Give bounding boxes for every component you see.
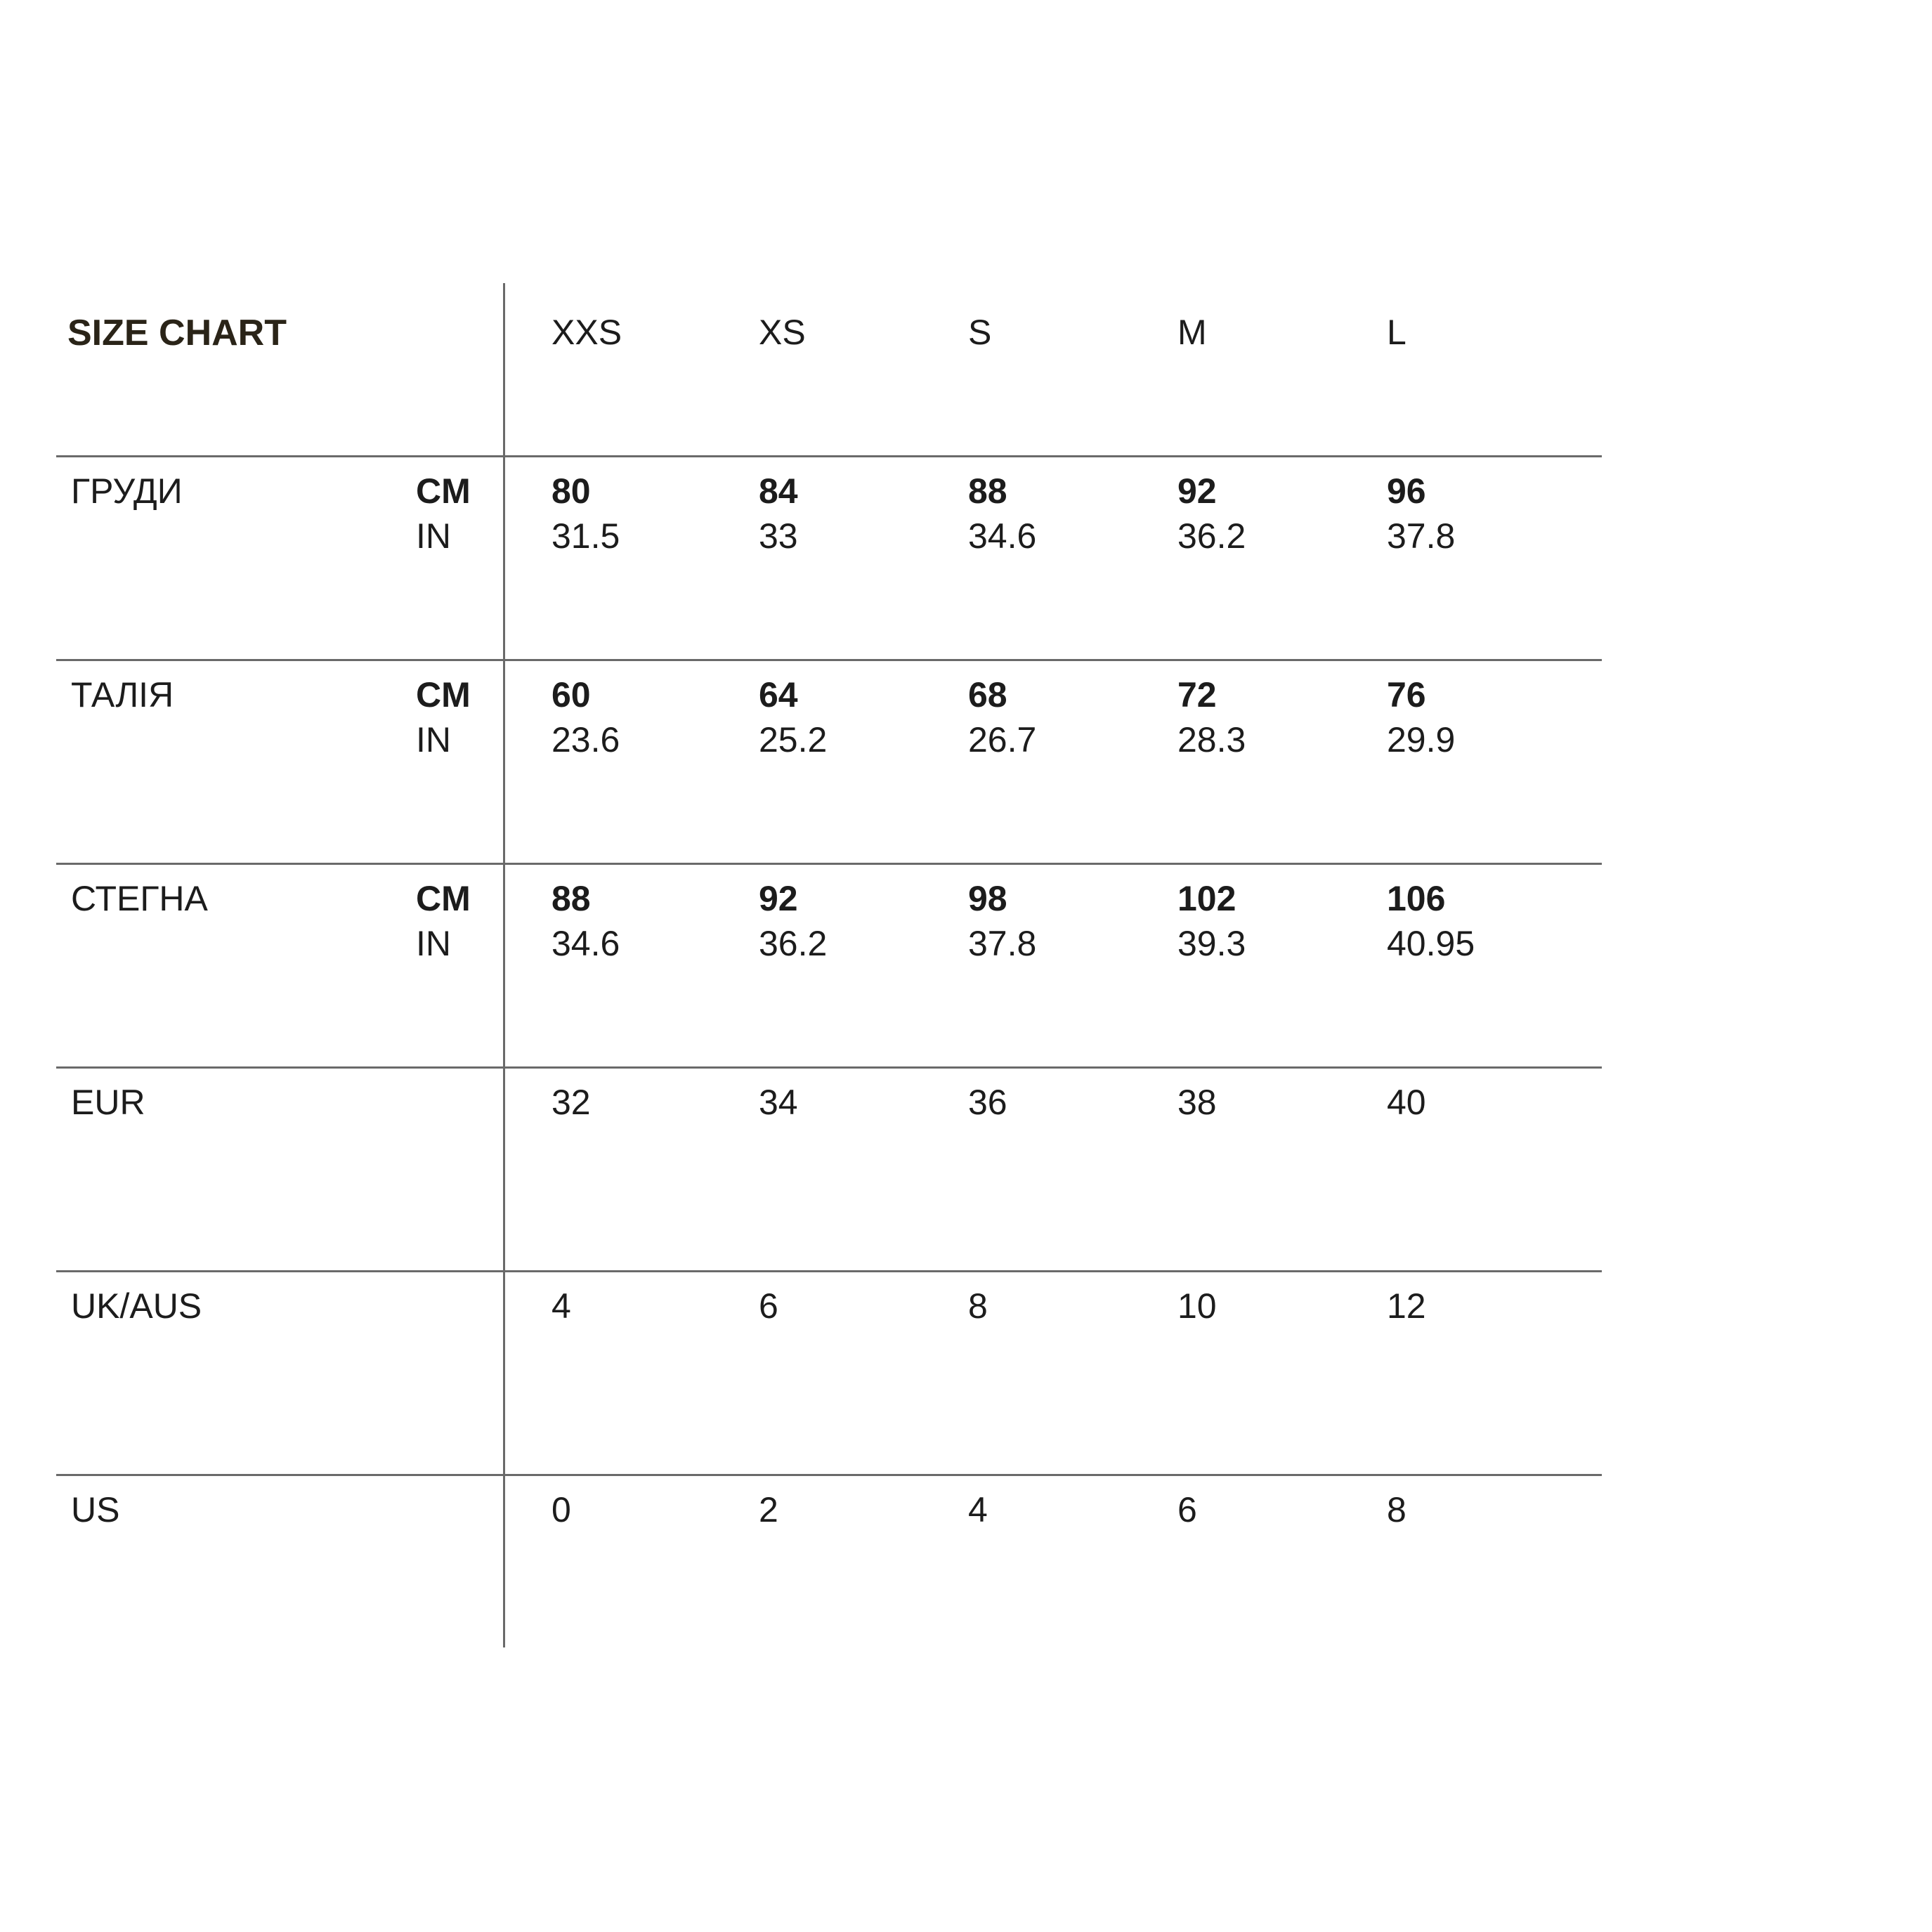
cell-cm-value: 76	[1387, 675, 1426, 714]
cell-cm-value: 88	[551, 879, 591, 918]
column-divider	[503, 283, 505, 1647]
cell-value: 12	[1387, 1286, 1426, 1326]
cell-in-value: 25.2	[759, 720, 828, 759]
cell-in-value: 37.8	[968, 924, 1037, 963]
cell-in-value: 31.5	[551, 516, 620, 556]
cell-cm-value: 92	[759, 879, 798, 918]
row-label: US	[71, 1490, 120, 1529]
cell-in-value: 40.95	[1387, 924, 1475, 963]
cell-cm-value: 102	[1177, 879, 1236, 918]
cell-cm-value: 64	[759, 675, 798, 714]
cell-cm-value: 60	[551, 675, 591, 714]
size-header-xxs: XXS	[551, 313, 622, 352]
cell-in-value: 29.9	[1387, 720, 1456, 759]
cell-value: 6	[1177, 1490, 1197, 1529]
row-separator	[56, 863, 1602, 865]
cell-value: 0	[551, 1490, 571, 1529]
cell-in-value: 39.3	[1177, 924, 1246, 963]
cell-value: 40	[1387, 1083, 1426, 1122]
row-separator	[56, 659, 1602, 661]
cell-value: 36	[968, 1083, 1007, 1122]
size-header-m: M	[1177, 313, 1207, 352]
cell-cm-value: 98	[968, 879, 1007, 918]
cell-cm-value: 106	[1387, 879, 1446, 918]
unit-cm-label: CM	[416, 471, 471, 511]
cell-in-value: 36.2	[1177, 516, 1246, 556]
cell-in-value: 37.8	[1387, 516, 1456, 556]
row-label: EUR	[71, 1083, 145, 1122]
cell-in-value: 26.7	[968, 720, 1037, 759]
cell-cm-value: 80	[551, 471, 591, 511]
unit-in-label: IN	[416, 516, 451, 556]
cell-value: 38	[1177, 1083, 1217, 1122]
row-separator	[56, 1474, 1602, 1476]
cell-value: 8	[968, 1286, 988, 1326]
cell-cm-value: 72	[1177, 675, 1217, 714]
row-separator	[56, 1270, 1602, 1272]
row-label: ГРУДИ	[71, 471, 183, 511]
cell-in-value: 23.6	[551, 720, 620, 759]
unit-cm-label: CM	[416, 675, 471, 714]
size-header-l: L	[1387, 313, 1406, 352]
row-label: ТАЛІЯ	[71, 675, 174, 714]
cell-cm-value: 84	[759, 471, 798, 511]
row-separator	[56, 1066, 1602, 1069]
cell-value: 4	[968, 1490, 988, 1529]
row-label: UK/AUS	[71, 1286, 202, 1326]
row-label: СТЕГНА	[71, 879, 208, 918]
cell-in-value: 33	[759, 516, 798, 556]
chart-title: SIZE CHART	[67, 313, 287, 353]
cell-value: 4	[551, 1286, 571, 1326]
cell-value: 34	[759, 1083, 798, 1122]
cell-in-value: 36.2	[759, 924, 828, 963]
cell-cm-value: 88	[968, 471, 1007, 511]
unit-cm-label: CM	[416, 879, 471, 918]
cell-value: 6	[759, 1286, 778, 1326]
cell-value: 2	[759, 1490, 778, 1529]
cell-cm-value: 92	[1177, 471, 1217, 511]
unit-in-label: IN	[416, 720, 451, 759]
unit-in-label: IN	[416, 924, 451, 963]
cell-cm-value: 96	[1387, 471, 1426, 511]
row-separator	[56, 455, 1602, 457]
cell-cm-value: 68	[968, 675, 1007, 714]
cell-value: 10	[1177, 1286, 1217, 1326]
cell-in-value: 34.6	[968, 516, 1037, 556]
cell-in-value: 28.3	[1177, 720, 1246, 759]
cell-value: 8	[1387, 1490, 1406, 1529]
size-header-xs: XS	[759, 313, 806, 352]
size-header-s: S	[968, 313, 992, 352]
cell-value: 32	[551, 1083, 591, 1122]
cell-in-value: 34.6	[551, 924, 620, 963]
